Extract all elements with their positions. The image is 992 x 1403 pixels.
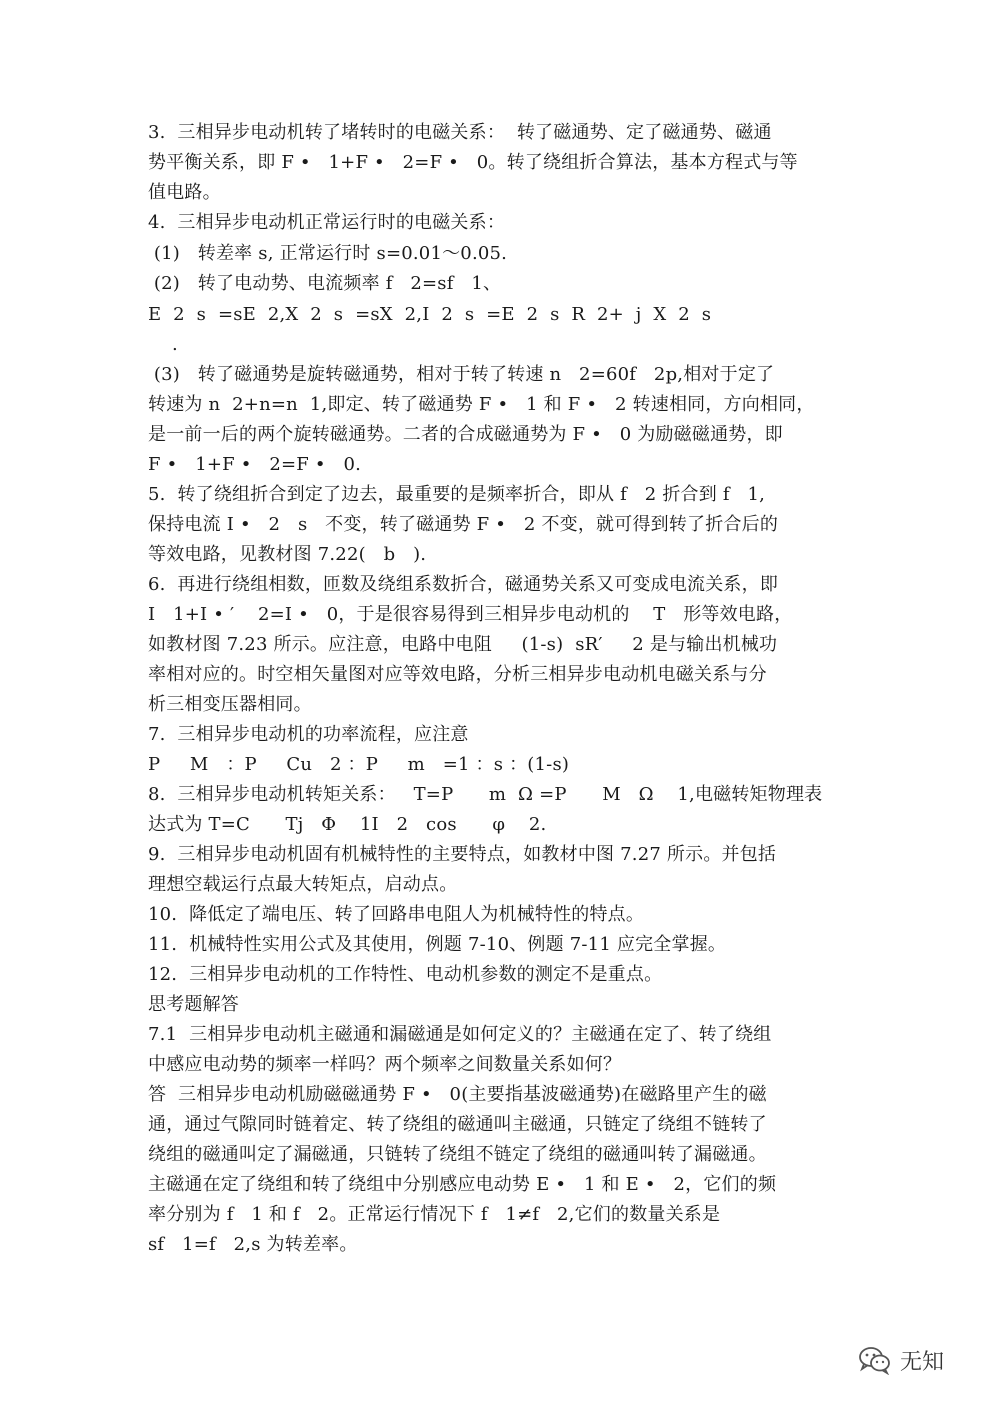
text-line: F • 1+F • 2=F • 0. (148, 454, 362, 475)
text-line: 6. 再进行绕组相数，匝数及绕组系数折合，磁通势关系又可变成电流关系，即 (148, 574, 779, 595)
text-line: 如教材图 7.23 所示。应注意，电路中电阻 (1-s) sR′ 2 是与输出机械功 (148, 634, 778, 655)
text-line: 12. 三相异步电动机的工作特性、电动机参数的测定不是重点。 (148, 964, 663, 985)
text-line: (1) 转差率 s, 正常运行时 s=0.01～0.05. (148, 243, 508, 264)
text-line: 率相对应的。时空相矢量图对应等效电路，分析三相异步电动机电磁关系与分 (148, 664, 767, 685)
text-line: 8. 三相异步电动机转矩关系： T=P m Ω =P M Ω 1,电磁转矩物理表 (148, 784, 823, 805)
answer-line: 主磁通在定了绕组和转了绕组中分别感应电动势 E • 1 和 E • 2，它们的频 (148, 1174, 777, 1195)
text-line: I 1+I • ′ 2=I • 0，于是很容易得到三相异步电动机的 T 形等效电路， (148, 604, 793, 625)
text-line: 10. 降低定了端电压、转了回路串电阻人为机械特性的特点。 (148, 904, 645, 925)
answer-line: 答 三相异步电动机励磁磁通势 F • 0(主要指基波磁通势)在磁路里产生的磁 (148, 1084, 767, 1105)
formula-line: E 2 s =sE 2,X 2 s =sX 2,I 2 s =E 2 s R 2+ j X 2 s (148, 304, 712, 325)
text-line: 9. 三相异步电动机固有机械特性的主要特点，如教材中图 7.27 所示。并包括 (148, 844, 777, 865)
answer-line: sf 1=f 2,s 为转差率。 (148, 1234, 358, 1255)
question-line: 中感应电动势的频率一样吗？两个频率之间数量关系如何？ (148, 1054, 622, 1075)
watermark-text: 无知 (900, 1349, 945, 1375)
answer-line: 绕组的磁通叫定了漏磁通，只链转了绕组不链定了绕组的磁通叫转了漏磁通。 (148, 1144, 767, 1165)
text-line: 理想空载运行点最大转矩点，启动点。 (148, 874, 458, 895)
text-line: 3. 三相异步电动机转了堵转时的电磁关系： 转了磁通势、定了磁通势、磁通 (148, 122, 772, 143)
formula-line: P M ：P Cu 2 ：P m =1 ：s ：(1-s) (148, 754, 570, 775)
text-line: 11. 机械特性实用公式及其使用，例题 7-10、例题 7-11 应完全掌握。 (148, 934, 727, 955)
wechat-icon (858, 1345, 892, 1375)
answer-line: 率分别为 f 1 和 f 2。正常运行情况下 f 1≠f 2,它们的数量关系是 (148, 1204, 721, 1225)
text-line: 5. 转了绕组折合到定了边去，最重要的是频率折合，即从 f 2 折合到 f 1, (148, 484, 766, 505)
text-line: 保持电流 I • 2 s 不变，转了磁通势 F • 2 不变，就可得到转了折合后的 (148, 514, 779, 535)
answer-line: 通，通过气隙同时链着定、转了绕组的磁通叫主磁通，只链定了绕组不链转了 (148, 1114, 767, 1135)
text-line: 转速为 n 2+n=n 1,即定、转了磁通势 F • 1 和 F • 2 转速相同，方向相同， (148, 394, 815, 415)
text-line: 4. 三相异步电动机正常运行时的电磁关系： (148, 212, 506, 233)
text-line: 等效电路，见教材图 7.22( b ). (148, 544, 427, 565)
text-line: 7. 三相异步电动机的功率流程，应注意 (148, 724, 469, 745)
text-line: 达式为 T=C Tj Φ 1I 2 cos φ 2. (148, 814, 547, 835)
text-line: 值电路。 (148, 182, 221, 203)
text-line: 是一前一后的两个旋转磁通势。二者的合成磁通势为 F • 0 为励磁磁通势，即 (148, 424, 783, 445)
text-line: (2) 转了电动势、电流频率 f 2=sf 1、 (148, 273, 502, 294)
watermark (858, 1342, 944, 1378)
section-heading: 思考题解答 (148, 994, 239, 1015)
question-line: 7.1 三相异步电动机主磁通和漏磁通是如何定义的？主磁通在定了、转了绕组 (148, 1024, 772, 1045)
text-line: 析三相变压器相同。 (148, 694, 312, 715)
text-line: . (172, 334, 178, 355)
text-line: (3) 转了磁通势是旋转磁通势，相对于转了转速 n 2=60f 2p,相对于定了 (148, 364, 775, 385)
text-line: 势平衡关系，即 F • 1+F • 2=F • 0。转了绕组折合算法，基本方程式与等 (148, 152, 798, 173)
